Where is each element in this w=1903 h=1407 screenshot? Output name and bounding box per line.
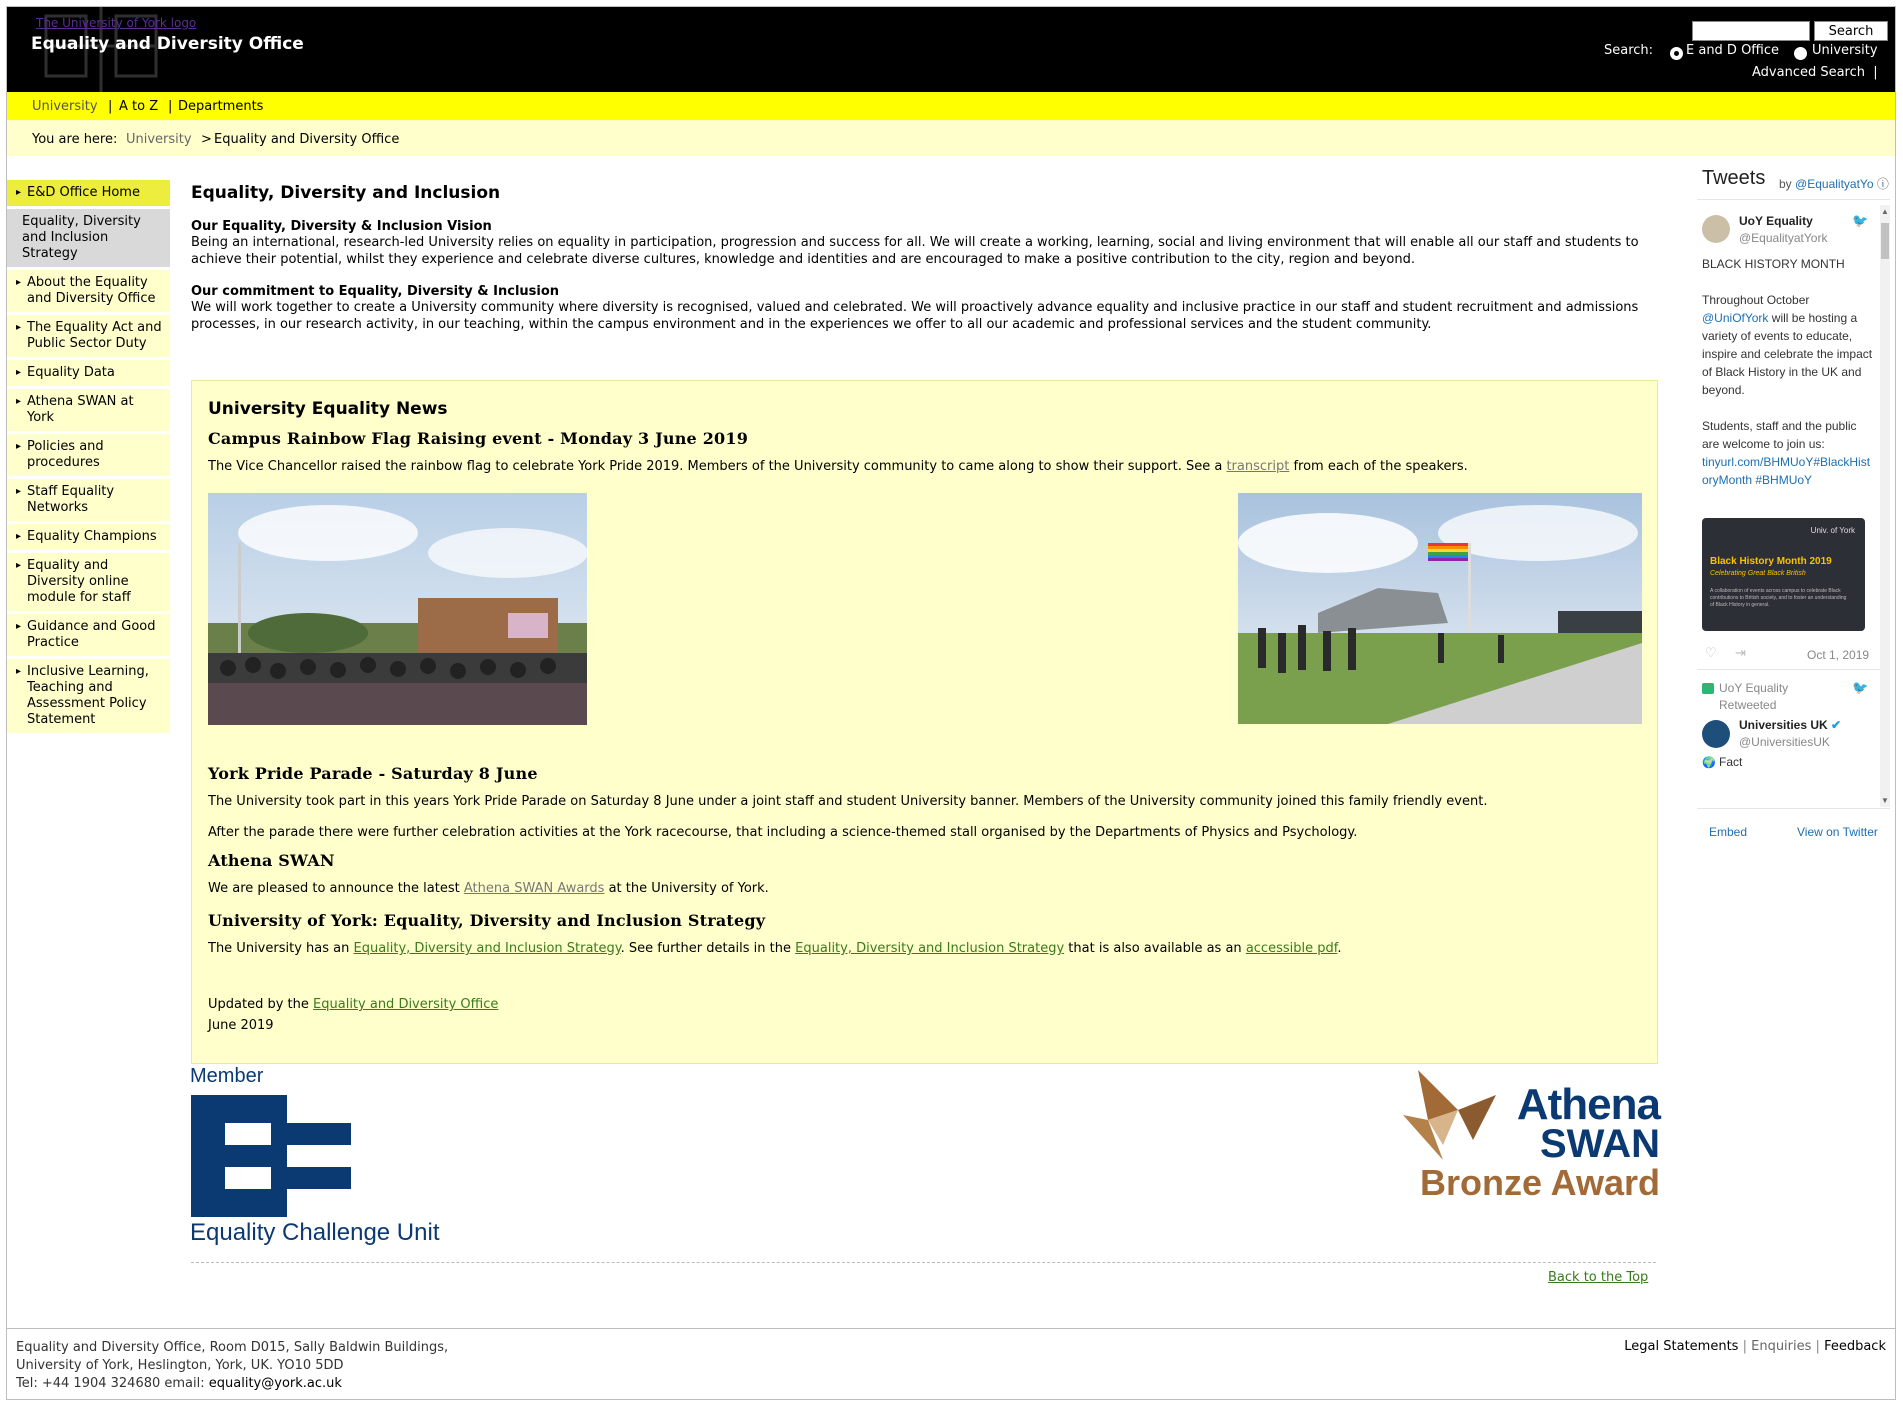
share-icon[interactable]: ⇥	[1735, 645, 1746, 660]
verified-icon: ✔	[1831, 718, 1842, 732]
footer-tel: Tel: +44 1904 324680 email:	[16, 1376, 205, 1391]
university-logo-link[interactable]: The University of York logo	[36, 16, 197, 30]
accessible-pdf-link[interactable]: accessible pdf	[1245, 941, 1338, 956]
footer-email-link[interactable]: equality@york.ac.uk	[208, 1376, 342, 1391]
breadcrumb-current: Equality and Diversity Office	[214, 132, 400, 147]
strategy-link-2[interactable]: Equality, Diversity and Inclusion Strategy	[795, 941, 1065, 956]
updated-prefix: Updated by the	[208, 997, 309, 1012]
top-nav-sep: |	[108, 99, 113, 114]
tweet2-author-handle[interactable]: @UniversitiesUK	[1739, 735, 1830, 749]
swan-label: SWAN	[1540, 1122, 1660, 1166]
breadcrumb-university[interactable]: University	[126, 132, 192, 147]
search-label: Search:	[1604, 43, 1654, 58]
radio-university-label[interactable]: University	[1812, 43, 1878, 58]
tweet-body-c: Students, staff and the public are welcome to join us:	[1702, 419, 1857, 451]
site-title[interactable]: Equality and Diversity Office	[31, 34, 304, 54]
top-nav-atoz[interactable]: A to Z	[119, 99, 159, 114]
footer-sep: |	[1815, 1339, 1820, 1354]
vision-text: Being an international, research-led University relies on equality in participation, progression and success for all. We will create a working, learning, social and living environment that will enable all our staff and students to achieve their potential, whilst they experience and celebrate diverse cultures, knowledge and identities and are encouraged to make a positive contribution to the city, region and beyond.	[191, 235, 1639, 267]
timeline-handle-link[interactable]: @EqualityatYo	[1795, 177, 1874, 191]
enquiries-link[interactable]: Enquiries	[1751, 1339, 1812, 1354]
athena-swan-title: Athena SWAN	[208, 851, 335, 870]
strategy-text-2: . See further details in the	[620, 941, 792, 956]
athena-label: Athena	[1516, 1080, 1660, 1129]
tweet-author-handle[interactable]: @EqualityatYork	[1739, 231, 1828, 245]
top-nav-sep: |	[168, 99, 173, 114]
commitment-heading: Our commitment to Equality, Diversity & Inclusion	[191, 284, 560, 299]
strategy-text-4: .	[1337, 941, 1342, 956]
info-icon[interactable]: ⓘ	[1876, 177, 1889, 191]
tweet-body-a: Throughout October	[1702, 293, 1810, 307]
sidebar-item-inclusive-learning[interactable]: ▸ Inclusive Learning, Teaching and Assessment Policy Statement	[6, 659, 170, 736]
globe-icon: 🌍	[1702, 757, 1716, 769]
top-nav-university[interactable]: University	[32, 99, 98, 114]
card-subtitle: Celebrating Great Black British	[1710, 570, 1806, 577]
flag-text-1: The Vice Chancellor raised the rainbow flag to celebrate York Pride 2019. Members of the University community to came along to show their support. See a	[208, 459, 1223, 474]
back-to-top-link[interactable]: Back to the Top	[1548, 1270, 1649, 1285]
card-crest: Univ. of York	[1810, 526, 1855, 535]
eandd-office-link[interactable]: Equality and Diversity Office	[313, 997, 499, 1012]
page-frame	[6, 6, 1896, 1400]
embed-link[interactable]: Embed	[1709, 825, 1748, 839]
breadcrumb-prefix: You are here:	[32, 132, 118, 147]
breadcrumb-sep: >	[201, 132, 212, 147]
sidebar-item-equality-data[interactable]: ▸ Equality Data	[6, 360, 170, 389]
tinyurl-link[interactable]: tinyurl.com/BHMUoY#BlackHistoryMonth #BHMUoY	[1702, 455, 1871, 487]
pride-parade-title: York Pride Parade - Saturday 8 June	[208, 764, 538, 783]
scroll-down-icon[interactable]: ▼	[1881, 796, 1889, 805]
tweet-author-name[interactable]: UoY Equality	[1739, 214, 1813, 228]
uniofyork-mention-link[interactable]: @UniOfYork	[1702, 311, 1769, 325]
news-heading: University Equality News	[208, 399, 448, 419]
pride-parade-text-1: The University took part in this years York Pride Parade on Saturday 8 June under a joint staff and student University banner. Members of the University community joined this family friendly event.	[208, 794, 1488, 809]
tweets-heading: Tweets	[1702, 167, 1766, 189]
strategy-text-1: The University has an	[208, 941, 350, 956]
sidebar-item-home[interactable]: ▸ E&D Office Home	[6, 180, 170, 209]
scroll-up-icon[interactable]: ▲	[1881, 207, 1889, 216]
advanced-search-sep: |	[1873, 65, 1878, 80]
tweet-body-b: will be hosting a variety of events to educate, inspire and celebrate the impact of Black History in the UK and beyond.	[1702, 311, 1873, 397]
strategy-link-1[interactable]: Equality, Diversity and Inclusion Strategy	[353, 941, 621, 956]
advanced-search-label[interactable]: Advanced Search	[1752, 65, 1866, 80]
bronze-award-label: Bronze Award	[1419, 1162, 1660, 1203]
footer-sep: |	[1742, 1339, 1747, 1354]
sidebar-item-policies[interactable]: ▸ Policies and procedures	[6, 434, 170, 479]
strategy-text-3: that is also available as an	[1068, 941, 1242, 956]
legal-statements-link[interactable]: Legal Statements	[1624, 1339, 1739, 1354]
tweet2-name[interactable]: Universities UK	[1739, 718, 1828, 732]
ecu-name: Equality Challenge Unit	[190, 1219, 440, 1246]
like-heart-icon[interactable]: ♡	[1705, 645, 1717, 660]
sidebar-item-about[interactable]: ▸ About the Equality and Diversity Office	[6, 270, 170, 315]
sidebar-item-athena-swan[interactable]: ▸ Athena SWAN at York	[6, 389, 170, 434]
card-title: Black History Month 2019	[1710, 556, 1832, 567]
search-button[interactable]: Search	[1814, 21, 1888, 41]
flag-text-2: from each of the speakers.	[1293, 459, 1468, 474]
twitter-bird-icon: 🐦	[1852, 680, 1869, 695]
twitter-bird-icon: 🐦	[1852, 213, 1869, 228]
ecu-member-label: Member	[190, 1065, 264, 1087]
top-nav-departments[interactable]: Departments	[178, 99, 264, 114]
retweeted-by: UoY Equality Retweeted	[1719, 681, 1789, 712]
footer-address-line-2: University of York, Heslington, York, UK. YO10 5DD	[16, 1358, 344, 1373]
pride-parade-text-2: After the parade there were further celebration activities at the York racecourse, that including a science-themed stall organised by the Departments of Physics and Psychology.	[208, 825, 1358, 840]
sidebar-item-staff-networks[interactable]: ▸ Staff Equality Networks	[6, 479, 170, 524]
updated-date: June 2019	[208, 1018, 274, 1033]
tweets-by-label: by	[1779, 177, 1792, 191]
athena-swan-awards-link[interactable]: Athena SWAN Awards	[463, 881, 605, 896]
commitment-text: We will work together to create a University community where diversity is recognised, valued and celebrated. We will proactively advance equality and inclusive practice in our staff and student recruitment and admissions processes, in our research activity, in our teaching, within the campus environment and in the experiences we offer to all our academic and professional services and the student community.	[191, 300, 1639, 332]
radio-eandd-label[interactable]: E and D Office	[1686, 43, 1780, 58]
footer-address-line-1: Equality and Diversity Office, Room D015, Sally Baldwin Buildings,	[16, 1340, 449, 1355]
sidebar-item-champions[interactable]: ▸ Equality Champions	[6, 524, 170, 553]
flag-event-title: Campus Rainbow Flag Raising event - Monday 3 June 2019	[208, 429, 749, 448]
strategy-title: University of York: Equality, Diversity and Inclusion Strategy	[208, 911, 766, 930]
sidebar-item-guidance[interactable]: ▸ Guidance and Good Practice	[6, 614, 170, 659]
tweet-heading: BLACK HISTORY MONTH	[1702, 257, 1845, 271]
athena-text-2: at the University of York.	[608, 881, 769, 896]
sidebar-item-strategy[interactable]: Equality, Diversity and Inclusion Strategy	[6, 209, 170, 270]
card-body: A collaboration of events across campus to celebrate Black contributions to British society, and to foster an understanding of Black History in general.	[1710, 588, 1847, 608]
vision-heading: Our Equality, Diversity & Inclusion Vision	[191, 219, 492, 234]
feedback-link[interactable]: Feedback	[1824, 1339, 1886, 1354]
page-title: Equality, Diversity and Inclusion	[191, 183, 501, 203]
sidebar-item-online-module[interactable]: ▸ Equality and Diversity online module for staff	[6, 553, 170, 614]
athena-text-1: We are pleased to announce the latest	[208, 881, 460, 896]
view-on-twitter-link[interactable]: View on Twitter	[1797, 825, 1878, 839]
transcript-link[interactable]: transcript	[1226, 459, 1290, 474]
tweet2-text: Fact	[1719, 755, 1743, 769]
sidebar-item-equality-act[interactable]: ▸ The Equality Act and Public Sector Duty	[6, 315, 170, 360]
tweet-date[interactable]: Oct 1, 2019	[1807, 648, 1870, 662]
